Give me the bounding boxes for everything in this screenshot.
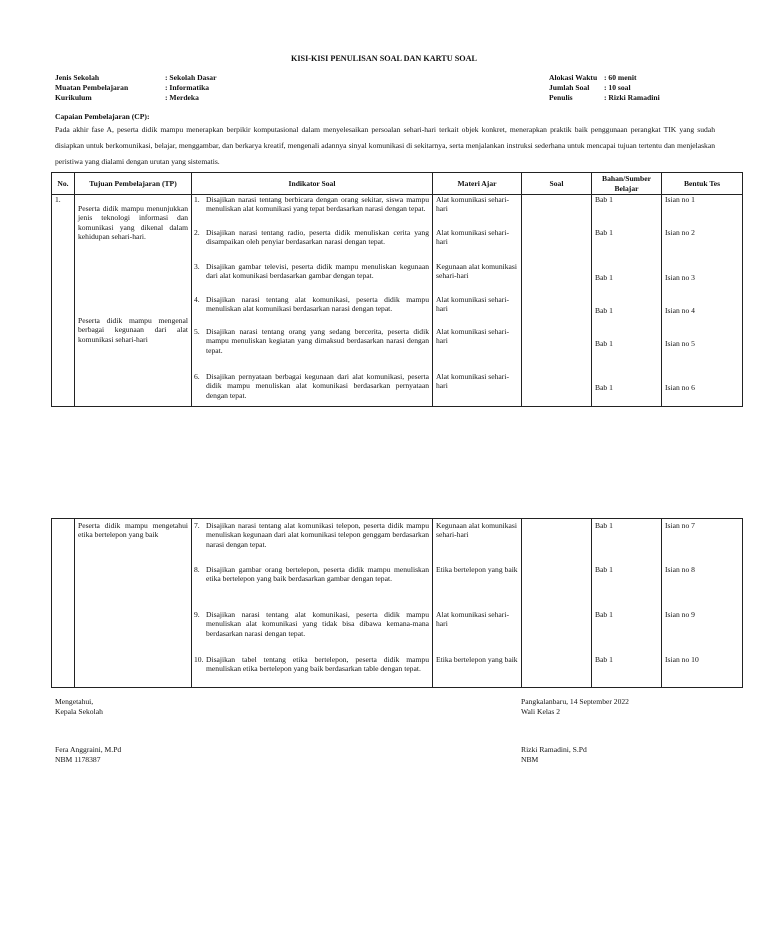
signature-left bbox=[55, 697, 103, 716]
document-title: KISI-KISI PENULISAN SOAL DAN KARTU SOAL bbox=[290, 54, 478, 63]
bahan-text: Bab 1 bbox=[595, 228, 613, 237]
meta-key: Jumlah Soal bbox=[549, 83, 590, 92]
cell-tp bbox=[75, 195, 192, 407]
meta-key: Muatan Pembelajaran bbox=[55, 83, 129, 92]
bahan-text: Bab 1 bbox=[595, 610, 613, 619]
cell-bentuk bbox=[662, 195, 743, 407]
meta-value: : Sekolah Dasar bbox=[165, 73, 217, 82]
indikator-item: 6. Disajikan pernyataan berbagai kegunaan dari alat komunikasi, peserta didik mampu menuliskan alat komunikasi berdasarkan pernyataan dengan tepat. bbox=[194, 372, 429, 400]
cell-bentuk bbox=[662, 519, 743, 688]
header-no: No. bbox=[52, 173, 75, 195]
tp-text: Peserta didik mampu mengetahui etika bertelepon yang baik bbox=[78, 521, 188, 540]
indikator-item: 9. Disajikan narasi tentang alat komunikasi, peserta didik mampu menuliskan alat komunikasi yang tidak bisa dibawa kemana-mana berdasarkan narasi dengan tepat. bbox=[194, 610, 429, 638]
signature-right-id: NBM bbox=[521, 754, 539, 764]
indikator-item: 7. Disajikan narasi tentang alat komunikasi telepon, peserta didik mampu menuliskan kegunaan dari alat komunikasi telepon genggam berdasarkan narasi dengan tepat. bbox=[194, 521, 429, 549]
header-tp: Tujuan Pembelajaran (TP) bbox=[75, 173, 192, 195]
header-materi: Materi Ajar bbox=[433, 173, 522, 195]
materi-text: Alat komunikasi sehari-hari bbox=[436, 228, 509, 247]
meta-row bbox=[549, 73, 660, 83]
bahan-text: Bab 1 bbox=[595, 383, 613, 392]
cell-indikator bbox=[192, 519, 433, 688]
bahan-text: Bab 1 bbox=[595, 521, 613, 530]
signature-right-line2: Wali Kelas 2 bbox=[521, 706, 561, 716]
kisi-table bbox=[51, 172, 743, 407]
cell-no bbox=[52, 519, 75, 688]
header-indikator: Indikator Soal bbox=[192, 173, 433, 195]
meta-value: : 10 soal bbox=[604, 83, 631, 92]
meta-left bbox=[55, 73, 216, 103]
indikator-item: 4. Disajikan narasi tentang alat komunikasi, peserta didik mampu menuliskan alat komunikasi berdasarkan narasi dengan tepat. bbox=[194, 295, 429, 314]
table-header-row bbox=[52, 173, 743, 195]
header-bahan: Bahan/Sumber Belajar bbox=[592, 173, 662, 195]
indikator-item: 5. Disajikan narasi tentang orang yang sedang bercerita, peserta didik mampu menuliskan kegiatan yang dimaksud berdasarkan narasi dengan tepat. bbox=[194, 327, 429, 355]
meta-row bbox=[55, 73, 216, 83]
meta-key: Kurikulum bbox=[55, 93, 92, 102]
signature-left-name-block bbox=[55, 745, 121, 764]
bentuk-text: Isian no 8 bbox=[665, 565, 695, 574]
bahan-text: Bab 1 bbox=[595, 195, 613, 204]
cp-title: Capaian Pembelajaran (CP): bbox=[55, 112, 150, 121]
bahan-text: Bab 1 bbox=[595, 655, 613, 664]
bentuk-text: Isian no 4 bbox=[665, 306, 695, 315]
signature-left-line1: Mengetahui, bbox=[55, 697, 94, 706]
cell-tp bbox=[75, 519, 192, 688]
signature-left-name: Fera Anggraini, M.Pd bbox=[55, 745, 122, 754]
meta-row bbox=[549, 83, 660, 93]
row-number: 1. bbox=[55, 195, 61, 204]
tp-text: Peserta didik mampu mengenal berbagai kegunaan dari alat komunikasi sehari-hari bbox=[78, 316, 188, 344]
meta-row bbox=[549, 93, 660, 103]
cell-soal bbox=[522, 519, 592, 688]
bentuk-text: Isian no 10 bbox=[665, 655, 699, 664]
cp-text: Pada akhir fase A, peserta didik mampu menerapkan berpikir komputasional dalam menyelesaikan persoalan sehari-hari terkait objek konkret, menerapkan praktik baik penggunaan perangkat TIK yang sudah disiapkan untuk berkomunikasi, belajar, menggambar, dan berkarya kreatif, mengenali adannya sinyal komunikasi di sekitarnya, serta menjalankan instruksi sederhana untuk mencapai tujuan tertentu dan menjelaskan peristiwa yang dialami dengan urutan yang sistematis. bbox=[55, 125, 715, 166]
meta-key: Penulis bbox=[549, 93, 573, 102]
table-row bbox=[52, 519, 743, 688]
meta-value: : Informatika bbox=[165, 83, 210, 92]
materi-text: Alat komunikasi sehari-hari bbox=[436, 327, 509, 346]
materi-text: Etika bertelepon yang baik bbox=[436, 655, 518, 664]
materi-text: Kegunaan alat komunikasi sehari-hari bbox=[436, 262, 517, 281]
indikator-item: 3. Disajikan gambar televisi, peserta didik mampu menuliskan kegunaan dari alat komunikasi berdasarkan gambar dengan tepat. bbox=[194, 262, 429, 281]
signature-right bbox=[521, 697, 629, 716]
bentuk-text: Isian no 1 bbox=[665, 195, 695, 204]
table-row bbox=[52, 195, 743, 407]
bentuk-text: Isian no 9 bbox=[665, 610, 695, 619]
bentuk-text: Isian no 5 bbox=[665, 339, 695, 348]
bahan-text: Bab 1 bbox=[595, 273, 613, 282]
meta-value: : 60 menit bbox=[604, 73, 637, 82]
signature-right-name-block bbox=[521, 745, 587, 764]
meta-value: : Rizki Ramadini bbox=[604, 93, 660, 102]
bentuk-text: Isian no 2 bbox=[665, 228, 695, 237]
meta-key: Alokasi Waktu bbox=[549, 73, 598, 82]
materi-text: Alat komunikasi sehari-hari bbox=[436, 195, 509, 214]
meta-row bbox=[55, 83, 216, 93]
indikator-item: 8. Disajikan gambar orang bertelepon, peserta didik mampu menuliskan etika bertelepon yang baik berdasarkan gambar dengan tepat. bbox=[194, 565, 429, 584]
cell-soal bbox=[522, 195, 592, 407]
bahan-text: Bab 1 bbox=[595, 565, 613, 574]
bentuk-text: Isian no 6 bbox=[665, 383, 695, 392]
header-bentuk: Bentuk Tes bbox=[662, 173, 743, 195]
meta-right bbox=[549, 73, 660, 103]
bentuk-text: Isian no 3 bbox=[665, 273, 695, 282]
indikator-item: 1. Disajikan narasi tentang berbicara dengan orang sekitar, siswa mampu menuliskan alat komunikasi yang tepat berdasarkan narasi dengan tepat. bbox=[194, 195, 429, 214]
cell-bahan bbox=[592, 519, 662, 688]
signature-right-line1: Pangkalanbaru, 14 September 2022 bbox=[521, 697, 629, 706]
materi-text: Alat komunikasi sehari-hari bbox=[436, 610, 509, 629]
meta-key: Jenis Sekolah bbox=[55, 73, 100, 82]
cell-materi bbox=[433, 519, 522, 688]
cell-no bbox=[52, 195, 75, 407]
bahan-text: Bab 1 bbox=[595, 339, 613, 348]
header-soal: Soal bbox=[522, 173, 592, 195]
materi-text: Etika bertelepon yang baik bbox=[436, 565, 518, 574]
materi-text: Alat komunikasi sehari-hari bbox=[436, 295, 509, 314]
meta-value: : Merdeka bbox=[165, 93, 199, 102]
materi-text: Alat komunikasi sehari-hari bbox=[436, 372, 509, 391]
indikator-item: 10. Disajikan tabel tentang etika bertelepon, peserta didik mampu menuliskan etika bertelepon yang baik berdasarkan table dengan tepat. bbox=[194, 655, 429, 674]
tp-text: Peserta didik mampu menunjukkan jenis teknologi informasi dan komunikasi yang dikenal dalam kehidupan sehari-hari. bbox=[78, 204, 188, 242]
indikator-item: 2. Disajikan narasi tentang radio, peserta didik menuliskan cerita yang disampaikan oleh penyiar berdasarkan narasi dengan tepat. bbox=[194, 228, 429, 247]
materi-text: Kegunaan alat komunikasi sehari-hari bbox=[436, 521, 517, 540]
signature-right-name: Rizki Ramadini, S.Pd bbox=[521, 745, 587, 754]
signature-left-line2: Kepala Sekolah bbox=[55, 706, 103, 716]
signature-left-id: NBM 1178387 bbox=[55, 754, 101, 764]
cell-indikator bbox=[192, 195, 433, 407]
cell-bahan bbox=[592, 195, 662, 407]
kisi-table-continued bbox=[51, 518, 743, 688]
meta-row bbox=[55, 93, 216, 103]
cell-materi bbox=[433, 195, 522, 407]
bentuk-text: Isian no 7 bbox=[665, 521, 695, 530]
bahan-text: Bab 1 bbox=[595, 306, 613, 315]
